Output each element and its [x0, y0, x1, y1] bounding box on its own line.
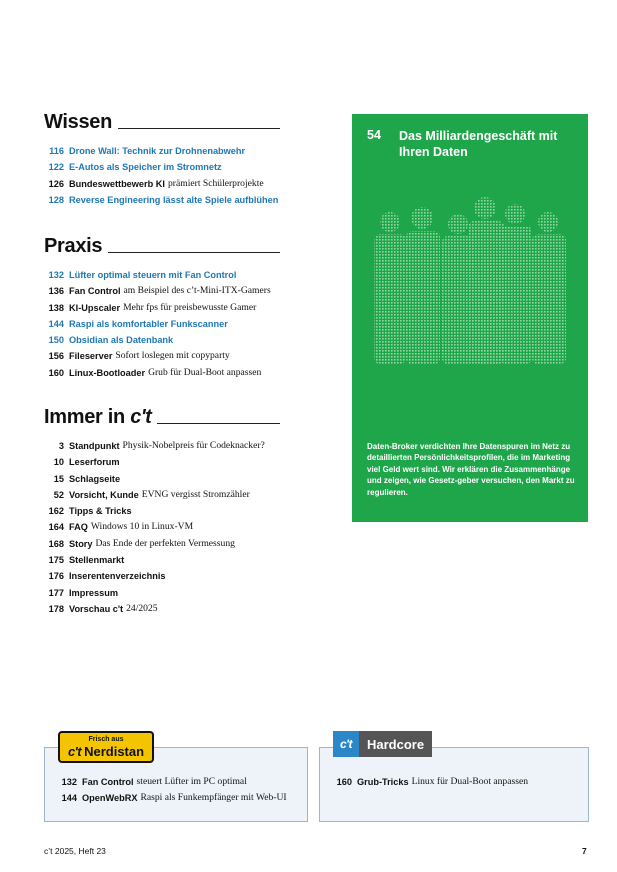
- toc-keyword: Drone Wall: Technik zur Drohnenabwehr: [69, 146, 246, 156]
- toc-page-number: 128: [48, 194, 64, 205]
- toc-page-number: 116: [49, 146, 64, 156]
- feature-box[interactable]: [352, 114, 588, 522]
- toc-entry[interactable]: [44, 300, 280, 316]
- toc-keyword: FAQ: [69, 522, 88, 533]
- section-rule: [157, 423, 280, 424]
- footer-issue: c’t 2025, Heft 23: [44, 846, 106, 856]
- toc-keyword: Inserentenverzeichnis: [69, 571, 166, 582]
- toc-entry[interactable]: [57, 790, 287, 806]
- section-title: [44, 406, 151, 428]
- toc-description: EVNG vergisst Stromzähler: [141, 488, 250, 500]
- toc-list: [44, 143, 280, 208]
- feature-title: Das Milliardengeschäft mit Ihren Daten: [399, 129, 558, 159]
- badge-word: Hardcore: [359, 731, 432, 757]
- people-group-data-icon: [370, 194, 570, 364]
- toc-keyword: Vorschau c't: [69, 603, 124, 614]
- section-rule: [108, 252, 280, 253]
- toc-page-number: 168: [48, 538, 64, 549]
- toc-page-number: 144: [61, 793, 77, 804]
- toc-keyword: Lüfter optimal steuern mit Fan Control: [69, 270, 237, 280]
- toc-page-number: 52: [53, 489, 64, 500]
- badge-small-text: Frisch aus: [88, 736, 124, 743]
- toc-page-number: 144: [48, 318, 64, 329]
- toc-entry[interactable]: [44, 316, 280, 332]
- toc-page-number: 178: [48, 603, 64, 614]
- toc-keyword: Bundeswettbewerb KI: [69, 178, 165, 189]
- toc-entry[interactable]: [44, 283, 280, 299]
- toc-keyword: E-Autos als Speicher im Stromnetz: [69, 162, 222, 173]
- toc-entry[interactable]: [44, 568, 280, 584]
- section-rule: [118, 128, 280, 129]
- toc-keyword: Linux-Bootloader: [69, 367, 146, 378]
- toc-keyword: Stellenmarkt: [69, 555, 125, 566]
- toc-entry[interactable]: [44, 503, 280, 519]
- toc-entry[interactable]: [44, 438, 280, 454]
- toc-page-number: 132: [48, 270, 64, 280]
- toc-description: Sofort loslegen mit copyparty: [115, 350, 230, 362]
- toc-page-number: 122: [48, 162, 64, 173]
- toc-keyword: Tipps & Tricks: [69, 506, 132, 517]
- ct-logo: c't: [67, 744, 82, 759]
- toc-entry[interactable]: [44, 552, 280, 568]
- toc-description: Windows 10 in Linux-VM: [90, 521, 194, 533]
- toc-description: Das Ende der perfekten Vermessung: [95, 537, 235, 549]
- toc-entry[interactable]: [44, 143, 280, 159]
- toc-list: [44, 438, 280, 617]
- section-praxis: [44, 235, 280, 381]
- toc-page-number: 164: [48, 522, 64, 533]
- toc-keyword: Schlagseite: [69, 473, 121, 484]
- page-number: 7: [582, 846, 587, 856]
- toc-keyword: Obsidian als Datenbank: [69, 335, 174, 346]
- toc-description: Raspi als Funkempfänger mit Web-UI: [140, 792, 287, 804]
- toc-keyword: Leserforum: [69, 457, 120, 468]
- toc-keyword: Fileserver: [69, 351, 113, 362]
- toc-entry[interactable]: [44, 471, 280, 487]
- toc-list: [332, 774, 528, 790]
- toc-entry[interactable]: [57, 774, 287, 790]
- toc-keyword: Fan Control: [69, 286, 121, 297]
- toc-entry[interactable]: [44, 332, 280, 348]
- section-header: [44, 406, 280, 428]
- toc-description: Mehr fps für preisbewusste Gamer: [123, 301, 257, 313]
- toc-page-number: 3: [58, 441, 64, 451]
- toc-page-number: 162: [48, 506, 64, 517]
- hardcore-box: [319, 747, 589, 822]
- toc-keyword: Story: [69, 538, 93, 549]
- toc-description: 24/2025: [126, 602, 158, 614]
- toc-list: [44, 267, 280, 381]
- toc-description: am Beispiel des c’t-Mini-ITX-Gamers: [123, 285, 271, 297]
- toc-entry[interactable]: [44, 487, 280, 503]
- section-title: Wissen: [44, 111, 113, 133]
- toc-description: steuert Lüfter im PC optimal: [136, 776, 247, 787]
- section-immer-in-ct: [44, 406, 280, 617]
- toc-description: Linux für Dual-Boot anpassen: [411, 776, 529, 787]
- toc-page-number: 138: [48, 302, 64, 313]
- badge-big-text: [60, 744, 152, 759]
- toc-page-number: 160: [336, 777, 352, 787]
- toc-list: [57, 774, 287, 807]
- toc-keyword: Standpunkt: [69, 441, 120, 451]
- toc-page-number: 150: [48, 335, 64, 346]
- toc-page-number: 156: [48, 351, 64, 362]
- toc-entry[interactable]: [44, 176, 280, 192]
- toc-keyword: Fan Control: [82, 777, 134, 787]
- toc-entry[interactable]: [44, 348, 280, 364]
- toc-description: Grub für Dual-Boot anpassen: [148, 366, 262, 378]
- toc-page-number: 175: [48, 555, 64, 566]
- toc-description: prämiert Schülerprojekte: [167, 177, 264, 189]
- toc-page-number: 136: [48, 286, 64, 297]
- section-title: Praxis: [44, 235, 103, 257]
- section-header: [44, 235, 280, 257]
- toc-entry[interactable]: [44, 601, 280, 617]
- toc-entry[interactable]: [44, 159, 280, 175]
- ct-logo: c't: [130, 406, 152, 428]
- toc-keyword: Impressum: [69, 587, 119, 598]
- toc-keyword: Grub-Tricks: [357, 777, 409, 787]
- feature-page-number: 54: [367, 128, 381, 142]
- toc-entry[interactable]: [44, 536, 280, 552]
- toc-keyword: Raspi als komfortabler Funkscanner: [69, 318, 228, 329]
- toc-page-number: 177: [48, 587, 64, 598]
- toc-page-number: 176: [48, 571, 64, 582]
- nerdistan-badge: [58, 731, 154, 763]
- toc-entry[interactable]: [44, 454, 280, 470]
- toc-entry[interactable]: [44, 192, 280, 208]
- toc-entry[interactable]: [44, 365, 280, 381]
- toc-keyword: Vorsicht, Kunde: [69, 489, 139, 500]
- ct-logo: c't: [333, 731, 359, 757]
- toc-page-number: 160: [48, 367, 64, 378]
- section-wissen: [44, 111, 280, 208]
- toc-entry[interactable]: [44, 267, 280, 283]
- section-header: [44, 111, 280, 133]
- feature-teaser: Daten-Broker verdichten Ihre Datenspuren im Netz zu detaillierten Persönlichkeitsprofilen, die im Marketing viel Geld wert sind. Wir erklären die Zusammenhänge und zeigen, wie Gesetz-geber versuchen, den Markt zu regulieren.: [367, 442, 575, 497]
- toc-keyword: KI-Upscaler: [69, 302, 121, 313]
- toc-page-number: 10: [53, 457, 64, 468]
- toc-entry[interactable]: [44, 585, 280, 601]
- toc-description: Physik-Nobelpreis für Codeknacker?: [122, 440, 265, 451]
- toc-entry[interactable]: [332, 774, 528, 790]
- toc-entry[interactable]: [44, 519, 280, 535]
- toc-page-number: 132: [61, 777, 77, 787]
- toc-keyword: OpenWebRX: [82, 793, 138, 804]
- badge-word: Nerdistan: [84, 744, 145, 759]
- section-title-text: Immer in: [44, 406, 125, 428]
- hardcore-badge: [333, 731, 432, 757]
- toc-page-number: 15: [53, 473, 64, 484]
- toc-page-number: 126: [48, 178, 64, 189]
- toc-keyword: Reverse Engineering lässt alte Spiele aufblühen: [69, 194, 279, 205]
